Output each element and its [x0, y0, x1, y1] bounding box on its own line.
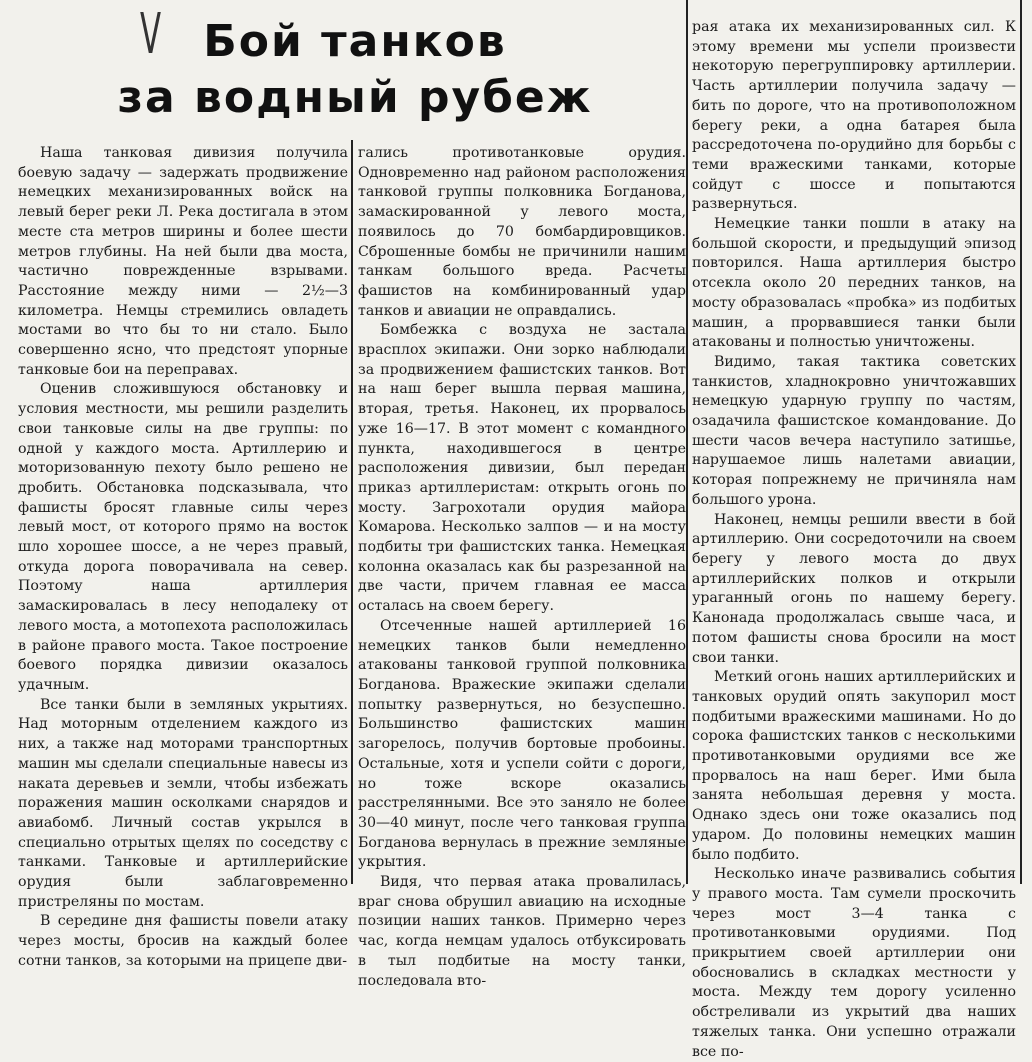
article-column-1: [18, 144, 348, 969]
headline-line-1: Бой танков: [203, 16, 507, 67]
paragraph: гались противотанковые орудия. Одновременно над районом расположения танковой группы полковника Богданова, замаскированной у левого моста, появилось до 70 бомбардировщиков. Сброшенные бомбы не причинили нашим танкам большого вреда. Расчеты фашистов на комбинированный удар танков и авиации не оправдались.: [358, 145, 686, 319]
paragraph: Отсеченные нашей артиллерией 16 немецких танков были немедленно атакованы танковой группой полковника Богданова. Вражеские экипажи сделали попытку развернуться, но безуспешно. Большинство фашистских машин загорелось, получив бортовые пробоины. Остальные, хотя и успели сойти с дороги, но тоже вскоре оказались расстрелянными. Все это заняло не более 30—40 минут, после чего танковая группа Богданова вернулась в прежние земляные укрытия.: [358, 617, 686, 871]
paragraph: В середине дня фашисты повели атаку через мосты, бросив на каждый более сотни танков, за которыми на прицепе дви-: [18, 913, 348, 969]
paragraph: Немецкие танки пошли в атаку на большой скорости, и предыдущий эпизод повторился. Наша артиллерия быстро отсекла около 20 передних танков, на мосту образовалась «пробка» из подбитых машин, а прорвавшиеся танки были атакованы и полностью уничтожены.: [692, 216, 1016, 351]
paragraph: рая атака их механизированных сил. К этому времени мы успели произвести некоторую перегруппировку артиллерии. Часть артиллерии получила задачу — бить по дороге, что на противоположном берегу реки, а одна батарея была рассредоточена по-орудийно для борьбы с теми вражескими танками, которые сойдут с шоссе и попытаются развернуться.: [692, 19, 1016, 213]
column-rule-1: [351, 140, 353, 884]
article-column-2: [358, 144, 686, 989]
paragraph: Бомбежка с воздуха не застала врасплох экипажи. Они зорко наблюдали за продвижением фашистских танков. Вот на наш берег вышла первая машина, вторая, третья. Наконец, их прорвалось уже 16—17. В этот момент с командного пункта, находившегося в центре расположения дивизии, был передан приказ артиллеристам: открыть огонь по мосту. Загрохотали орудия майора Комарова. Несколько залпов — и на мосту подбиты три фашистских танка. Немецкая колонна оказалась как бы разрезанной на две части, причем главная ее масса осталась на своем берегу.: [358, 322, 686, 615]
headline-line-2: за водный рубеж: [117, 72, 593, 123]
paragraph: Видимо, такая тактика советских танкистов, хладнокровно уничтожавших немецкую ударную группу по частям, озадачила фашистское командование. До шести часов вечера наступило затишье, нарушаемое лишь налетами авиации, которая попрежнему не причиняла нам большого урона.: [692, 353, 1016, 508]
article-column-3: [692, 18, 1016, 1060]
paragraph: Меткий огонь наших артиллерийских и танковых орудий опять закупорил мост подбитыми вражескими машинами. Но до сорока фашистских танков с несколькими противотанковыми орудиями все же прорвалось на наш берег. Ими была занята небольшая деревня у моста. Однако здесь они тоже оказались под ударом. До половины немецких машин было подбито.: [692, 669, 1016, 863]
paragraph: Оценив сложившуюся обстановку и условия местности, мы решили разделить свои танковые силы на две группы: по одной у каждого моста. Артиллерию и моторизованную пехоту было решено не дробить. Обстановка подсказывала, что фашисты бросят главные силы через левый мост, от которого прямо на восток шло хорошее шоссе, а не через правый, откуда дорога поворачивала на север. Поэтому наша артиллерия замаскировалась в лесу неподалеку от левого моста, а мотопехота расположилась в районе правого моста. Такое построение боевого порядка дивизии оказалось удачным.: [18, 381, 348, 693]
column-rule-2: [686, 0, 688, 884]
article-headline: [110, 14, 600, 126]
paragraph: Видя, что первая атака провалилась, враг снова обрушил авиацию на исходные позиции наших танков. Примерно через час, когда немцам удалось отбуксировать в тыл подбитые на мосту танки, последовала вто-: [358, 874, 686, 989]
adjacent-column-edge: [1024, 0, 1032, 884]
paragraph: Наконец, немцы решили ввести в бой артиллерию. Они сосредоточили на своем берегу у левого моста до двух артиллерийских полков и открыли ураганный огонь по нашему берегу. Канонада продолжалась свыше часа, и потом фашисты снова бросили на мост свои танки.: [692, 511, 1016, 666]
paragraph: Все танки были в земляных укрытиях. Над моторным отделением каждого из них, а также над моторами транспортных машин мы сделали специальные навесы из наката деревьев и земли, чтобы избежать поражения машин осколками снарядов и авиабомб. Личный состав укрылся в специально отрытых щелях по соседству с танками. Танковые и артиллерийские орудия были заблаговременно пристреляны по мостам.: [18, 696, 348, 910]
column-rule-3: [1020, 0, 1022, 884]
paragraph: Наша танковая дивизия получила боевую задачу — задержать продвижение немецких механизированных войск на левый берег реки Л. Река достигала в этом месте ста метров ширины и более шести метров глубины. На ней были два моста, частично поврежденные взрывами. Расстояние между ними — 2½—3 километра. Немцы стремились овладеть мостами во что бы то ни стало. Было совершенно ясно, что предстоят упорные танковые бои на переправах.: [18, 145, 348, 378]
pencil-checkmark-icon: V: [140, 2, 162, 67]
paragraph: Несколько иначе развивались события у правого моста. Там сумели проскочить через мост 3—4 танка с противотанковыми орудиями. Под прикрытием своей артиллерии они обосновались в складках местности у моста. Между тем дорогу усиленно обстреливали из укрытий два наших тяжелых танка. Они успешно отражали все по-: [692, 866, 1016, 1060]
